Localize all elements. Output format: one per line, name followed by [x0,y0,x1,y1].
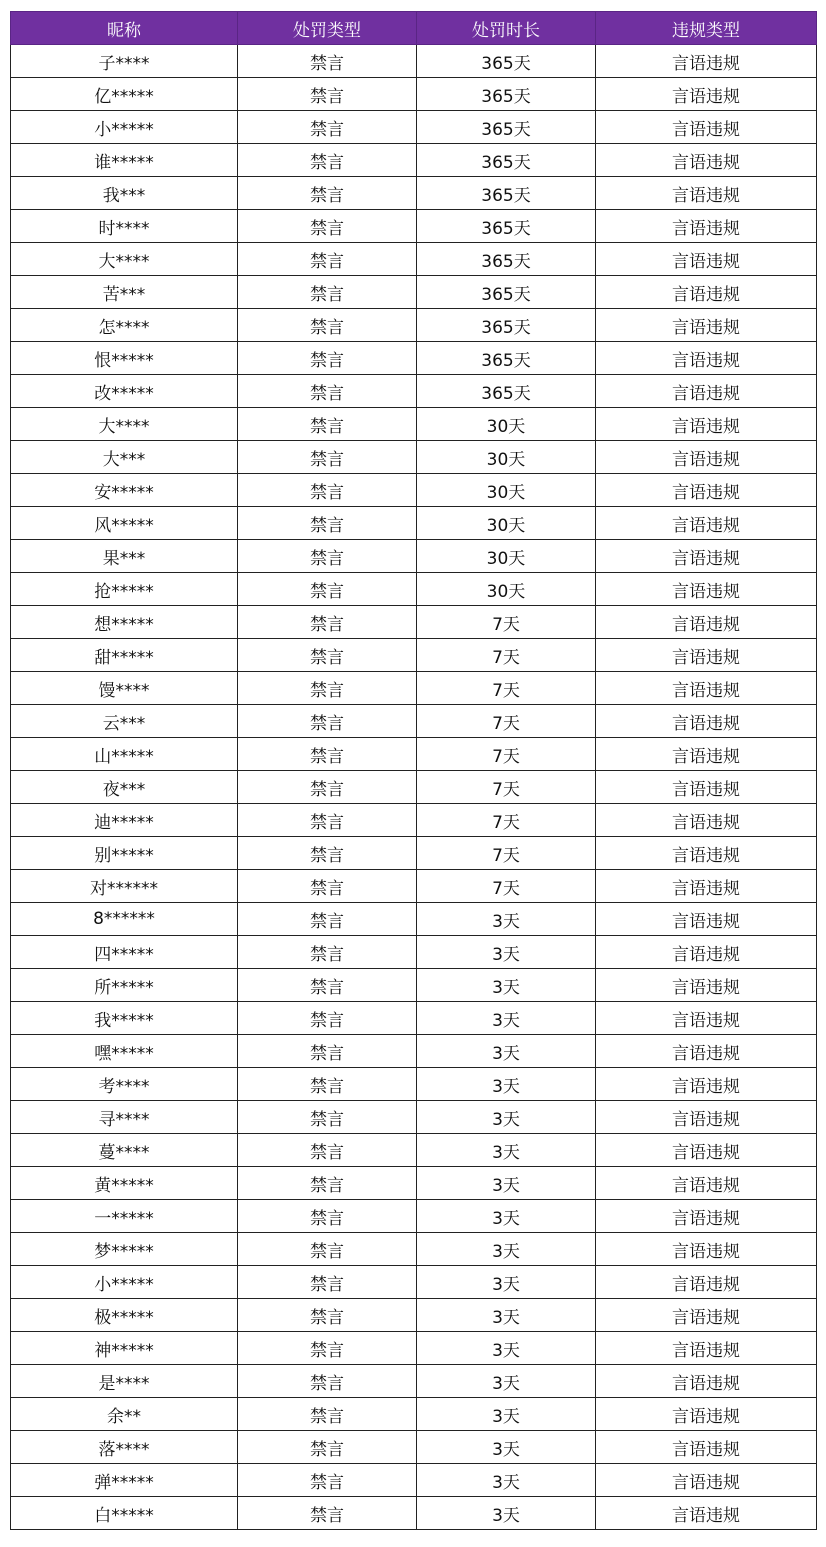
cell-penalty-type: 禁言 [238,1398,417,1431]
table-row [11,1167,817,1200]
table-row [11,1200,817,1233]
cell-penalty-type: 禁言 [238,177,417,210]
cell-penalty-duration: 365天 [417,210,596,243]
cell-nickname: 云*** [11,705,238,738]
cell-penalty-type: 禁言 [238,375,417,408]
table-row [11,45,817,78]
cell-violation-type: 言语违规 [596,837,817,870]
cell-penalty-duration: 3天 [417,1464,596,1497]
cell-penalty-duration: 365天 [417,45,596,78]
cell-violation-type: 言语违规 [596,639,817,672]
cell-penalty-type: 禁言 [238,1332,417,1365]
cell-penalty-duration: 3天 [417,1431,596,1464]
cell-violation-type: 言语违规 [596,573,817,606]
cell-penalty-type: 禁言 [238,705,417,738]
cell-nickname: 改***** [11,375,238,408]
table-row [11,606,817,639]
table-row [11,1398,817,1431]
cell-violation-type: 言语违规 [596,111,817,144]
table-row [11,1365,817,1398]
cell-nickname: 时**** [11,210,238,243]
cell-nickname: 白***** [11,1497,238,1530]
table-row [11,441,817,474]
cell-penalty-type: 禁言 [238,738,417,771]
cell-penalty-type: 禁言 [238,342,417,375]
cell-penalty-duration: 365天 [417,342,596,375]
table-row [11,177,817,210]
cell-violation-type: 言语违规 [596,1431,817,1464]
cell-penalty-type: 禁言 [238,903,417,936]
cell-nickname: 大**** [11,408,238,441]
cell-violation-type: 言语违规 [596,45,817,78]
cell-penalty-type: 禁言 [238,1266,417,1299]
cell-penalty-duration: 3天 [417,1299,596,1332]
cell-penalty-duration: 7天 [417,639,596,672]
cell-violation-type: 言语违规 [596,1002,817,1035]
cell-penalty-duration: 3天 [417,903,596,936]
cell-penalty-type: 禁言 [238,309,417,342]
cell-violation-type: 言语违规 [596,738,817,771]
cell-violation-type: 言语违规 [596,1068,817,1101]
cell-violation-type: 言语违规 [596,903,817,936]
header-nickname: 昵称 [11,12,238,45]
cell-violation-type: 言语违规 [596,705,817,738]
cell-penalty-type: 禁言 [238,573,417,606]
cell-penalty-duration: 3天 [417,1365,596,1398]
table-row [11,1068,817,1101]
table-row [11,1332,817,1365]
cell-penalty-type: 禁言 [238,1101,417,1134]
cell-violation-type: 言语违规 [596,1200,817,1233]
cell-violation-type: 言语违规 [596,936,817,969]
cell-penalty-type: 禁言 [238,936,417,969]
cell-penalty-duration: 3天 [417,1035,596,1068]
cell-violation-type: 言语违规 [596,1398,817,1431]
cell-penalty-type: 禁言 [238,1233,417,1266]
cell-penalty-duration: 3天 [417,1068,596,1101]
table-row [11,1233,817,1266]
cell-nickname: 是**** [11,1365,238,1398]
cell-penalty-duration: 365天 [417,144,596,177]
cell-penalty-type: 禁言 [238,144,417,177]
cell-penalty-type: 禁言 [238,1497,417,1530]
table-row [11,342,817,375]
cell-nickname: 甜***** [11,639,238,672]
cell-nickname: 落**** [11,1431,238,1464]
table-row [11,111,817,144]
cell-penalty-duration: 30天 [417,408,596,441]
cell-nickname: 我***** [11,1002,238,1035]
table-row [11,1266,817,1299]
cell-penalty-type: 禁言 [238,1299,417,1332]
cell-violation-type: 言语违规 [596,804,817,837]
table-row [11,672,817,705]
cell-violation-type: 言语违规 [596,1299,817,1332]
header-violation-type: 违规类型 [596,12,817,45]
cell-penalty-duration: 3天 [417,936,596,969]
cell-nickname: 安***** [11,474,238,507]
cell-penalty-duration: 365天 [417,243,596,276]
cell-violation-type: 言语违规 [596,276,817,309]
cell-penalty-type: 禁言 [238,1365,417,1398]
cell-nickname: 神***** [11,1332,238,1365]
table-row [11,210,817,243]
cell-penalty-type: 禁言 [238,78,417,111]
cell-penalty-duration: 7天 [417,705,596,738]
cell-penalty-type: 禁言 [238,408,417,441]
cell-nickname: 馒**** [11,672,238,705]
cell-penalty-duration: 30天 [417,540,596,573]
cell-penalty-duration: 3天 [417,1266,596,1299]
cell-penalty-type: 禁言 [238,639,417,672]
cell-penalty-duration: 365天 [417,177,596,210]
cell-penalty-type: 禁言 [238,870,417,903]
table-row [11,705,817,738]
cell-penalty-duration: 3天 [417,1398,596,1431]
cell-nickname: 蔓**** [11,1134,238,1167]
cell-penalty-duration: 7天 [417,672,596,705]
cell-nickname: 夜*** [11,771,238,804]
cell-violation-type: 言语违规 [596,210,817,243]
cell-violation-type: 言语违规 [596,144,817,177]
table-row [11,540,817,573]
cell-violation-type: 言语违规 [596,177,817,210]
cell-penalty-type: 禁言 [238,1134,417,1167]
cell-nickname: 四***** [11,936,238,969]
cell-penalty-type: 禁言 [238,1431,417,1464]
cell-nickname: 黄***** [11,1167,238,1200]
cell-violation-type: 言语违规 [596,1332,817,1365]
cell-nickname: 谁***** [11,144,238,177]
cell-nickname: 小***** [11,111,238,144]
cell-nickname: 对****** [11,870,238,903]
cell-violation-type: 言语违规 [596,309,817,342]
table-row [11,309,817,342]
cell-penalty-type: 禁言 [238,540,417,573]
cell-penalty-duration: 7天 [417,606,596,639]
cell-penalty-type: 禁言 [238,45,417,78]
table-row [11,1134,817,1167]
cell-violation-type: 言语违规 [596,507,817,540]
cell-nickname: 我*** [11,177,238,210]
table-row [11,837,817,870]
cell-penalty-duration: 3天 [417,1233,596,1266]
header-penalty-type: 处罚类型 [238,12,417,45]
cell-penalty-type: 禁言 [238,1200,417,1233]
cell-penalty-type: 禁言 [238,210,417,243]
cell-nickname: 所***** [11,969,238,1002]
cell-penalty-duration: 30天 [417,474,596,507]
cell-nickname: 余** [11,1398,238,1431]
table-row [11,1299,817,1332]
cell-nickname: 8****** [11,903,238,936]
header-row [11,12,817,45]
cell-violation-type: 言语违规 [596,243,817,276]
cell-penalty-type: 禁言 [238,804,417,837]
cell-nickname: 弹***** [11,1464,238,1497]
cell-violation-type: 言语违规 [596,474,817,507]
cell-nickname: 果*** [11,540,238,573]
cell-penalty-type: 禁言 [238,672,417,705]
cell-violation-type: 言语违规 [596,1266,817,1299]
cell-nickname: 极***** [11,1299,238,1332]
table-body [11,45,817,1530]
cell-nickname: 别***** [11,837,238,870]
table-row [11,738,817,771]
cell-violation-type: 言语违规 [596,672,817,705]
cell-nickname: 梦***** [11,1233,238,1266]
cell-penalty-type: 禁言 [238,441,417,474]
table-row [11,408,817,441]
cell-violation-type: 言语违规 [596,408,817,441]
cell-penalty-type: 禁言 [238,1035,417,1068]
cell-penalty-duration: 365天 [417,276,596,309]
cell-nickname: 小***** [11,1266,238,1299]
cell-penalty-duration: 7天 [417,738,596,771]
cell-penalty-type: 禁言 [238,771,417,804]
table-row [11,1101,817,1134]
cell-penalty-duration: 3天 [417,1134,596,1167]
cell-penalty-type: 禁言 [238,507,417,540]
cell-nickname: 山***** [11,738,238,771]
table-row [11,78,817,111]
cell-nickname: 寻**** [11,1101,238,1134]
cell-penalty-type: 禁言 [238,111,417,144]
table-row [11,1035,817,1068]
cell-violation-type: 言语违规 [596,1497,817,1530]
penalty-table-container [10,11,817,1530]
cell-nickname: 恨***** [11,342,238,375]
table-row [11,804,817,837]
cell-penalty-duration: 3天 [417,969,596,1002]
cell-violation-type: 言语违规 [596,606,817,639]
table-row [11,870,817,903]
cell-penalty-type: 禁言 [238,1464,417,1497]
cell-violation-type: 言语违规 [596,969,817,1002]
cell-penalty-type: 禁言 [238,1068,417,1101]
table-row [11,573,817,606]
cell-penalty-type: 禁言 [238,837,417,870]
table-row [11,144,817,177]
cell-violation-type: 言语违规 [596,1101,817,1134]
cell-nickname: 亿***** [11,78,238,111]
cell-penalty-duration: 7天 [417,837,596,870]
table-row [11,375,817,408]
cell-penalty-type: 禁言 [238,1167,417,1200]
cell-penalty-duration: 365天 [417,375,596,408]
cell-penalty-type: 禁言 [238,1002,417,1035]
cell-penalty-type: 禁言 [238,969,417,1002]
cell-penalty-duration: 365天 [417,111,596,144]
cell-penalty-duration: 7天 [417,771,596,804]
cell-violation-type: 言语违规 [596,342,817,375]
cell-nickname: 风***** [11,507,238,540]
cell-nickname: 抢***** [11,573,238,606]
cell-penalty-duration: 3天 [417,1101,596,1134]
table-row [11,1002,817,1035]
table-row [11,474,817,507]
cell-violation-type: 言语违规 [596,375,817,408]
cell-penalty-duration: 3天 [417,1200,596,1233]
cell-penalty-type: 禁言 [238,243,417,276]
cell-penalty-type: 禁言 [238,276,417,309]
cell-violation-type: 言语违规 [596,1134,817,1167]
cell-penalty-duration: 3天 [417,1332,596,1365]
table-header [11,12,817,45]
cell-violation-type: 言语违规 [596,870,817,903]
cell-violation-type: 言语违规 [596,78,817,111]
cell-nickname: 迪***** [11,804,238,837]
cell-nickname: 嘿***** [11,1035,238,1068]
cell-penalty-duration: 3天 [417,1002,596,1035]
cell-penalty-duration: 365天 [417,309,596,342]
cell-violation-type: 言语违规 [596,540,817,573]
table-row [11,936,817,969]
table-row [11,243,817,276]
cell-penalty-type: 禁言 [238,474,417,507]
header-penalty-duration: 处罚时长 [417,12,596,45]
cell-violation-type: 言语违规 [596,1365,817,1398]
cell-nickname: 一***** [11,1200,238,1233]
cell-nickname: 想***** [11,606,238,639]
cell-penalty-duration: 7天 [417,804,596,837]
table-row [11,276,817,309]
cell-nickname: 考**** [11,1068,238,1101]
cell-violation-type: 言语违规 [596,1035,817,1068]
table-row [11,969,817,1002]
cell-nickname: 子**** [11,45,238,78]
cell-violation-type: 言语违规 [596,1464,817,1497]
cell-penalty-duration: 3天 [417,1497,596,1530]
table-row [11,1431,817,1464]
cell-penalty-duration: 3天 [417,1167,596,1200]
table-row [11,1464,817,1497]
cell-penalty-duration: 365天 [417,78,596,111]
cell-nickname: 大**** [11,243,238,276]
cell-nickname: 怎**** [11,309,238,342]
cell-penalty-duration: 30天 [417,573,596,606]
cell-penalty-duration: 30天 [417,441,596,474]
cell-penalty-type: 禁言 [238,606,417,639]
cell-violation-type: 言语违规 [596,1167,817,1200]
cell-violation-type: 言语违规 [596,1233,817,1266]
table-row [11,903,817,936]
cell-violation-type: 言语违规 [596,771,817,804]
cell-violation-type: 言语违规 [596,441,817,474]
table-row [11,1497,817,1530]
cell-penalty-duration: 7天 [417,870,596,903]
cell-nickname: 大*** [11,441,238,474]
cell-nickname: 苦*** [11,276,238,309]
penalty-table [10,11,817,1530]
table-row [11,639,817,672]
table-row [11,507,817,540]
cell-penalty-duration: 30天 [417,507,596,540]
table-row [11,771,817,804]
